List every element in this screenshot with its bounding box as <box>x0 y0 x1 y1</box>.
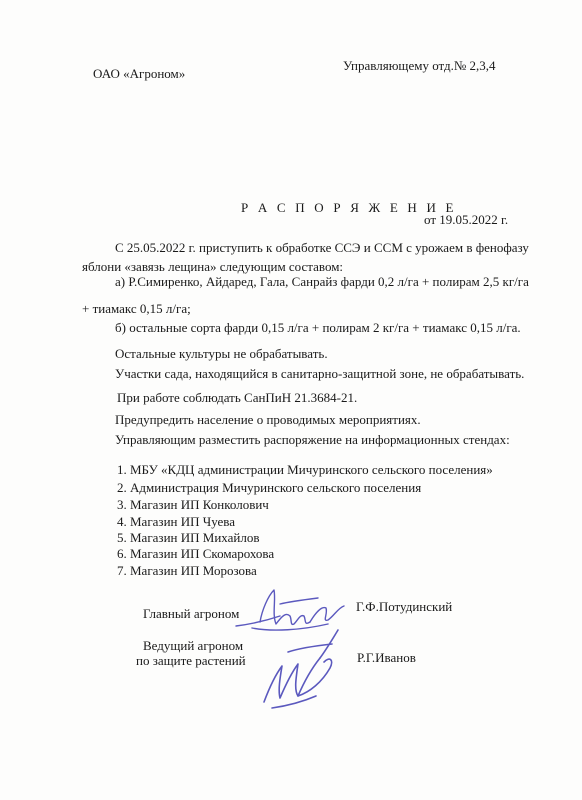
signatory-name-1: Г.Ф.Потудинский <box>356 599 453 614</box>
list-item: 6. Магазин ИП Скомарохова <box>117 546 275 561</box>
paragraph-sanitary-zone: Участки сада, находящийся в санитарно-защитной зоне, не обрабатывать. <box>115 366 525 381</box>
list-item: 2. Администрация Мичуринского сельского поселения <box>117 480 422 495</box>
paragraph-sanpin: При работе соблюдать СанПиН 21.3684-21. <box>117 390 358 405</box>
document-title: Р А С П О Р Я Ж Е Н И Е <box>241 200 457 215</box>
item-a-line-2: + тиамакс 0,15 л/га; <box>82 301 191 316</box>
signatory-role-2-line-2: по защите растений <box>136 653 246 668</box>
item-b: б) остальные сорта фарди 0,15 л/га + полирам 2 кг/га + тиамакс 0,15 л/га. <box>115 320 521 335</box>
paragraph-other-crops: Остальные культуры не обрабатывать. <box>115 346 328 361</box>
list-item: 3. Магазин ИП Конколович <box>117 497 269 512</box>
list-item: 5. Магазин ИП Михайлов <box>117 530 260 545</box>
signatory-name-2: Р.Г.Иванов <box>357 650 416 665</box>
addressee: Управляющему отд.№ 2,3,4 <box>343 58 496 73</box>
signature-2-image <box>258 622 350 714</box>
paragraph-post-notice: Управляющим разместить распоряжение на информационных стендах: <box>115 432 510 447</box>
paragraph-warn-population: Предупредить население о проводимых мероприятиях. <box>115 412 421 427</box>
intro-line-2: яблони «завязь лещина» следующим составом: <box>82 259 344 274</box>
signatory-role-2-line-1: Ведущий агроном <box>143 638 244 653</box>
list-item: 4. Магазин ИП Чуева <box>117 514 236 529</box>
list-item: 1. МБУ «КДЦ администрации Мичуринского сельского поселения» <box>117 462 493 477</box>
signatory-role-1: Главный агроном <box>143 606 240 621</box>
item-a-line-1: а) Р.Симиренко, Айдаред, Гала, Санрайз фарди 0,2 л/га + полирам 2,5 кг/га <box>115 274 529 289</box>
list-item: 7. Магазин ИП Морозова <box>117 563 257 578</box>
document-date: от 19.05.2022 г. <box>424 212 509 227</box>
organization-name: ОАО «Агроном» <box>93 66 186 81</box>
intro-line-1: С 25.05.2022 г. приступить к обработке ССЭ и ССМ с урожаем в фенофазу <box>115 240 529 255</box>
